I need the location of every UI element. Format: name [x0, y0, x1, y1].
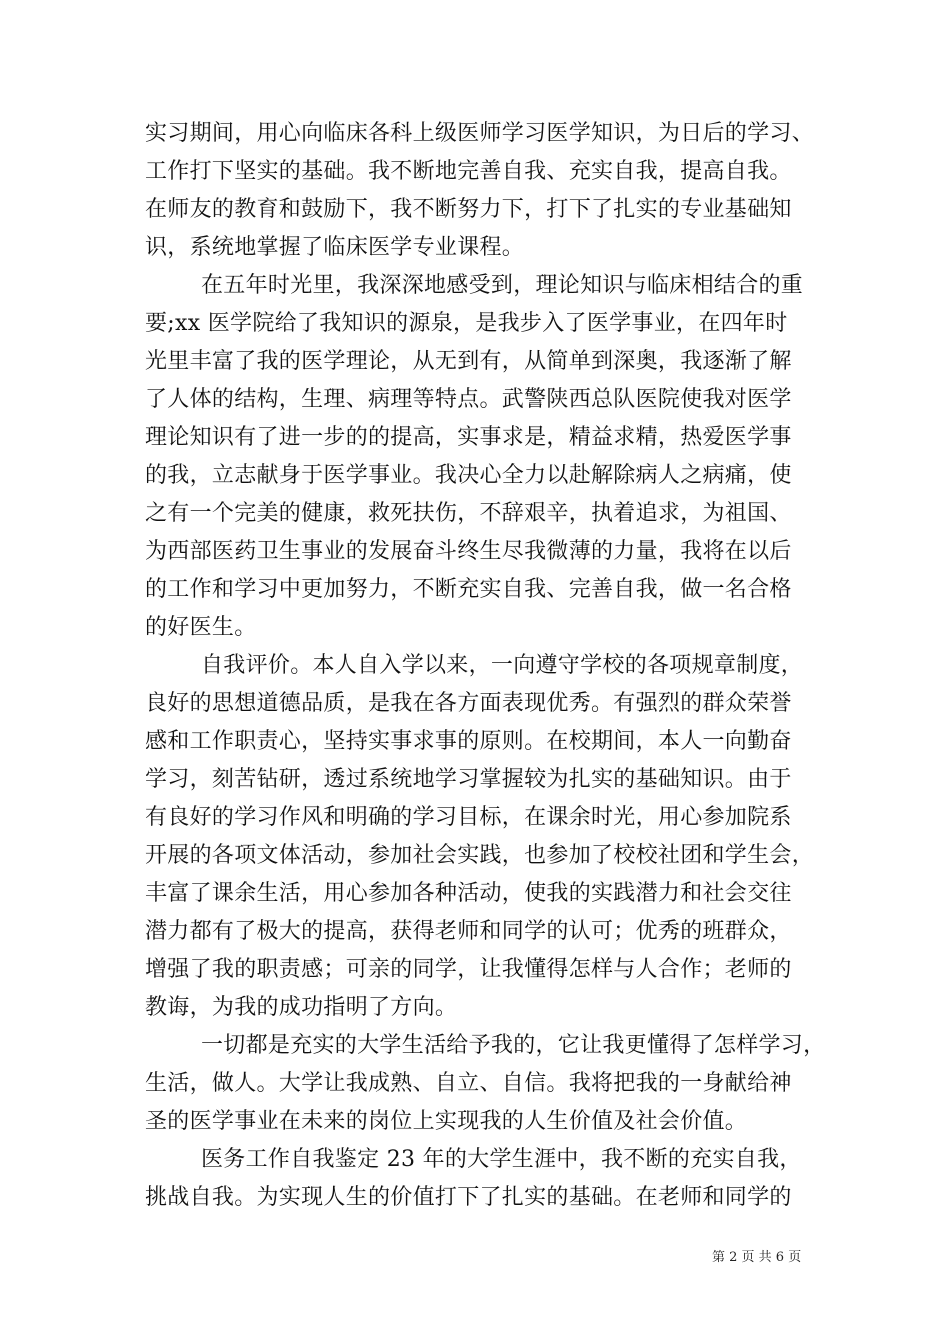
text-line: 良好的思想道德品质，是我在各方面表现优秀。有强烈的群众荣誉: [145, 691, 792, 716]
text-line: 在师友的教育和鼓励下，我不断努力下，打下了扎实的专业基础知: [145, 197, 792, 222]
text-line: 的工作和学习中更加努力，不断充实自我、完善自我，做一名合格: [145, 577, 792, 602]
text-line: 潜力都有了极大的提高，获得老师和同学的认可；优秀的班群众，: [145, 919, 792, 944]
text-line: 之有一个完美的健康，救死扶伤，不辞艰辛，执着追求，为祖国、: [145, 501, 792, 526]
text-line: 为西部医药卫生事业的发展奋斗终生尽我微薄的力量，我将在以后: [145, 539, 792, 564]
text-line: 理论知识有了进一步的的提高，实事求是，精益求精，热爱医学事: [145, 425, 792, 450]
text-line: 有良好的学习作风和明确的学习目标，在课余时光，用心参加院系: [145, 805, 792, 830]
text-line: 要;xx 医学院给了我知识的源泉，是我步入了医学事业，在四年时: [145, 311, 788, 336]
text-line: 生活，做人。大学让我成熟、自立、自信。我将把我的一身献给神: [145, 1071, 792, 1096]
text-line: 实习期间，用心向临床各科上级医师学习医学知识，为日后的学习、: [145, 121, 815, 146]
text-line: 的好医生。: [145, 615, 257, 640]
text-line: 的我，立志献身于医学事业。我决心全力以赴解除病人之病痛，使: [145, 463, 792, 488]
text-line: 丰富了课余生活，用心参加各种活动，使我的实践潜力和社会交往: [145, 881, 792, 906]
text-line: 挑战自我。为实现人生的价值打下了扎实的基础。在老师和同学的: [145, 1185, 792, 1210]
text-line: 增强了我的职责感；可亲的同学，让我懂得怎样与人合作；老师的: [145, 957, 792, 982]
text-line: 了人体的结构，生理、病理等特点。武警陕西总队医院使我对医学: [145, 387, 792, 412]
paragraph-first-line: 在五年时光里，我深深地感受到，理论知识与临床相结合的重: [201, 273, 804, 298]
paragraph-first-line: 医务工作自我鉴定 23 年的大学生涯中，我不断的充实自我，: [201, 1147, 802, 1172]
text-line: 学习，刻苦钻研，透过系统地学习掌握较为扎实的基础知识。由于: [145, 767, 792, 792]
text-line: 开展的各项文体活动，参加社会实践，也参加了校校社团和学生会，: [145, 843, 815, 868]
text-line: 感和工作职责心，坚持实事求事的原则。在校期间，本人一向勤奋: [145, 729, 792, 754]
text-line: 识，系统地掌握了临床医学专业课程。: [145, 235, 525, 260]
text-line: 光里丰富了我的医学理论，从无到有，从简单到深奥，我逐渐了解: [145, 349, 792, 374]
paragraph-first-line: 自我评价。本人自入学以来，一向遵守学校的各项规章制度，: [201, 653, 804, 678]
text-line: 圣的医学事业在未来的岗位上实现我的人生价值及社会价值。: [145, 1109, 748, 1134]
text-line: 工作打下坚实的基础。我不断地完善自我、充实自我，提高自我。: [145, 159, 792, 184]
paragraph-first-line: 一切都是充实的大学生活给予我的，它让我更懂得了怎样学习，: [201, 1033, 826, 1058]
text-line: 教诲，为我的成功指明了方向。: [145, 995, 458, 1020]
page-number-footer: 第 2 页 共 6 页: [712, 1250, 802, 1265]
